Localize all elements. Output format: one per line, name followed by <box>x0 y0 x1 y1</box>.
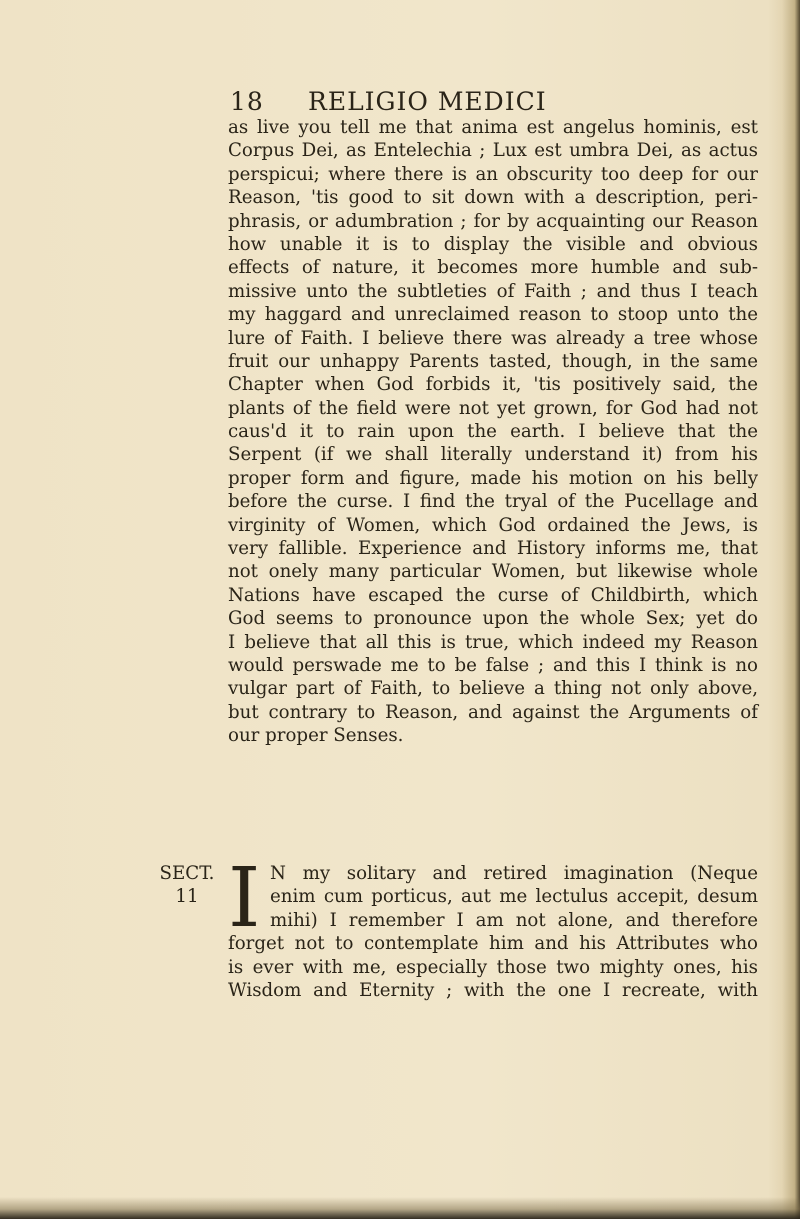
text-line: Reason, 'tis good to sit down with a description, peri- <box>228 187 758 209</box>
text-line: plants of the field were not yet grown, for God had not <box>228 397 758 419</box>
text-line: would perswade me to be false ; and this I think is no <box>228 654 758 676</box>
text-line: effects of nature, it becomes more humble and sub- <box>228 257 758 279</box>
text-line: Wisdom and Eternity ; with the one I recreate, with <box>228 979 758 1001</box>
text-line: before the curse. I find the tryal of the Pucellage and <box>228 491 758 513</box>
text-line: fruit our unhappy Parents tasted, though, in the same <box>228 350 758 372</box>
text-line: not onely many particular Women, but likewise whole <box>228 561 758 583</box>
text-line: proper form and figure, made his motion on his belly <box>228 467 758 489</box>
text-line: missive unto the subtleties of Faith ; and thus I teach <box>228 280 758 302</box>
text-line: lure of Faith. I believe there was already a tree whose <box>228 327 758 349</box>
page-number: 18 <box>230 87 264 116</box>
text-line: very fallible. Experience and History informs me, that <box>228 538 758 560</box>
text-line: I believe that all this is true, which indeed my Reason <box>228 631 758 653</box>
text-line: mihi) I remember I am not alone, and therefore <box>270 909 758 931</box>
section-label-word: SECT. <box>159 863 215 884</box>
text-line: enim cum porticus, aut me lectulus accepit, desum <box>270 886 758 908</box>
text-line: but contrary to Reason, and against the Arguments of <box>228 701 758 723</box>
page-bottom-shadow <box>0 1197 800 1219</box>
text-line: forget not to contemplate him and his Attributes who <box>228 933 758 955</box>
drop-cap: I <box>228 851 261 946</box>
text-line: as live you tell me that anima est angelus hominis, est <box>228 117 758 138</box>
text-line: Serpent (if we shall literally understand it) from his <box>228 444 758 466</box>
running-head-title: RELIGIO MEDICI <box>308 87 547 116</box>
text-line: virginity of Women, which God ordained the Jews, is <box>228 514 758 536</box>
running-head <box>230 87 610 119</box>
text-line: Nations have escaped the curse of Childbirth, which <box>228 584 758 606</box>
page-edge-shadow <box>782 0 800 1219</box>
text-line: vulgar part of Faith, to believe a thing not only above, <box>228 678 758 700</box>
text-line: is ever with me, especially those two mighty ones, his <box>228 956 758 978</box>
text-line: phrasis, or adumbration ; for by acquainting our Reason <box>228 210 758 232</box>
text-line: Corpus Dei, as Entelechia ; Lux est umbra Dei, as actus <box>228 140 758 162</box>
paragraph-1 <box>228 116 758 748</box>
text-line: God seems to pronounce upon the whole Sex; yet do <box>228 608 758 630</box>
text-line: perspicui; where there is an obscurity too deep for our <box>228 163 758 185</box>
text-line: caus'd it to rain upon the earth. I believe that the <box>228 421 758 443</box>
section-label <box>158 862 216 909</box>
text-line: Chapter when God forbids it, 'tis positively said, the <box>228 374 758 396</box>
text-line: N my solitary and retired imagination (Neque <box>270 863 758 884</box>
paragraph-2 <box>228 862 758 1002</box>
text-line: my haggard and unreclaimed reason to stoop unto the <box>228 304 758 326</box>
text-line: our proper Senses. <box>228 725 404 747</box>
section-number: 11 <box>175 886 199 908</box>
text-line: how unable it is to display the visible and obvious <box>228 233 758 255</box>
